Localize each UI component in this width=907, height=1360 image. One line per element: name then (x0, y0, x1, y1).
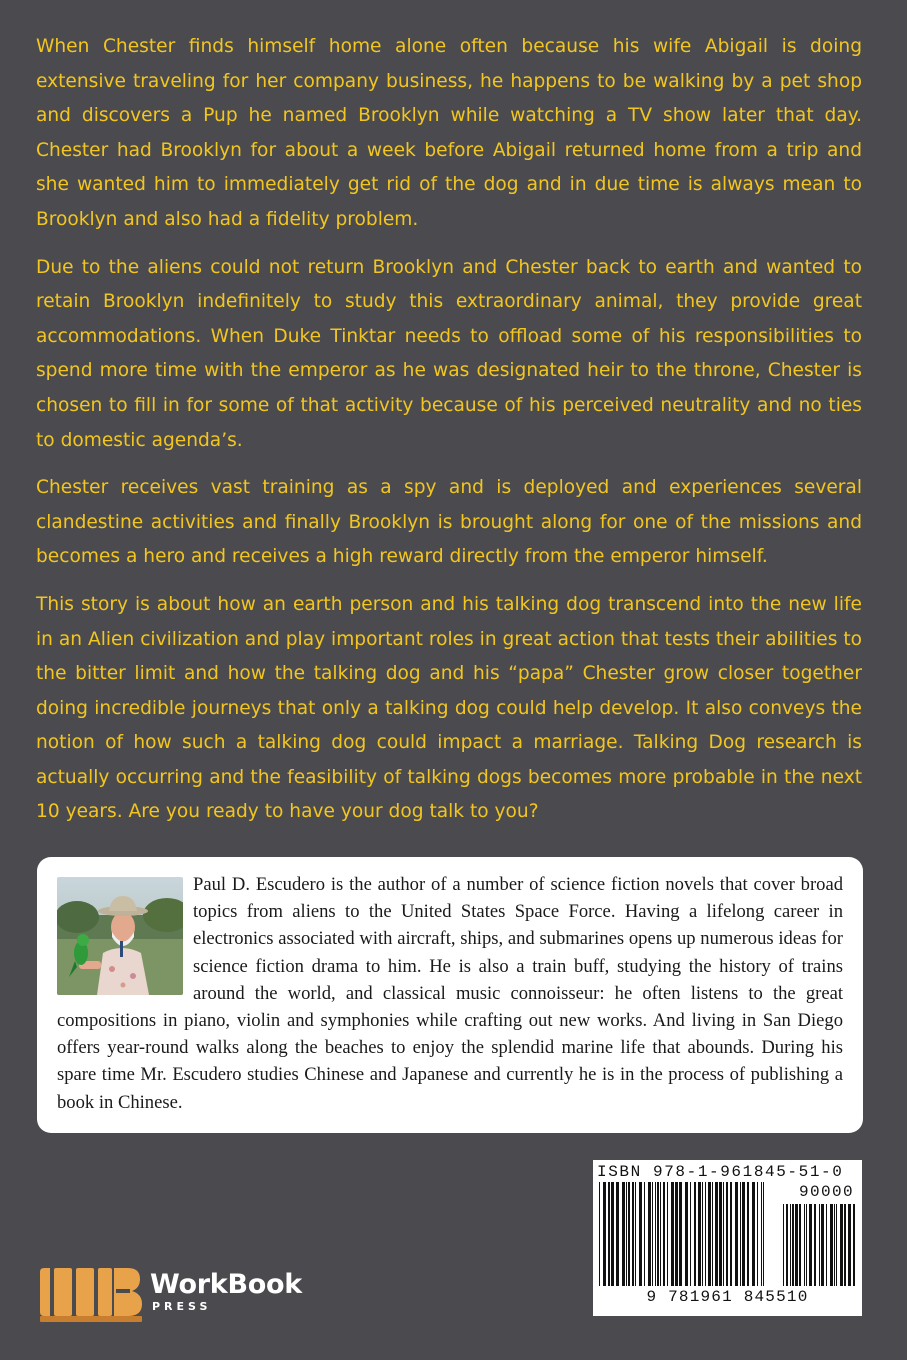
back-cover-blurb (36, 30, 862, 843)
price-barcode-bar (826, 1204, 827, 1286)
barcode-bar (679, 1182, 682, 1286)
price-barcode-bar (806, 1204, 807, 1286)
isbn-barcode (593, 1160, 862, 1316)
barcode-bar (698, 1182, 701, 1286)
price-barcode-bar (848, 1204, 851, 1286)
barcode-bar (763, 1182, 764, 1286)
barcode-bar (685, 1182, 688, 1286)
barcode-bar (663, 1182, 665, 1286)
price-barcode-bar (844, 1204, 846, 1286)
barcode-bar (599, 1182, 600, 1286)
price-barcode-bar (834, 1204, 835, 1286)
author-photo-image (57, 877, 183, 995)
barcode-bar (757, 1182, 758, 1286)
price-barcode-bar (792, 1204, 794, 1286)
barcode-bar (608, 1182, 610, 1286)
price-barcode-bar (790, 1204, 791, 1286)
barcode-bar (702, 1182, 703, 1286)
barcode-bar (740, 1182, 741, 1286)
barcode-bar (603, 1182, 606, 1286)
author-bio-text: Paul D. Escudero is the author of a number of science fiction novels that cover broad topics from aliens to the United States Space Force. Having a lifelong career in electronics associated with aircraft, ships, and submarines opens up numerous ideas for science fiction drama to him. He is also a train buff, studying the history of trains around the world, and classical music connoisseur: he often listens to the great compositions in piano, violin and symphonies while crafting out new works. And living in San Diego offers year-round walks along the beaches to enjoy the splendid marine life that abounds. During his spare time Mr. Escudero studies Chinese and Japanese and currently he is in the process of publishing a book in Chinese. (57, 874, 843, 1113)
barcode-bar (723, 1182, 724, 1286)
barcode-bar (655, 1182, 656, 1286)
barcode-bar (735, 1182, 738, 1286)
barcode-bar (639, 1182, 642, 1286)
price-barcode-bar (809, 1204, 812, 1286)
barcode-bar (644, 1182, 645, 1286)
blurb-paragraph-4: This story is about how an earth person and his talking dog transcend into the new life in an Alien civilization and play important roles in great action that tests their abilities to the bitter limit and how the talking dog and his “papa” Chester grow closer together doing incredible journeys that only a talking dog could help develop. It also conveys the notion of how such a talking dog could impact a marriage. Talking Dog research is actually occurring and the feasibility of talking dogs becomes more probable in the next 10 years. Are you ready to have your dog talk to you? (36, 593, 862, 823)
barcode-bar (616, 1182, 619, 1286)
price-code: 90000 (798, 1183, 854, 1201)
barcode-bar (730, 1182, 732, 1286)
barcode-bar (632, 1182, 634, 1286)
price-barcode-bar (821, 1204, 824, 1286)
publisher-subtitle: PRESS (152, 1300, 212, 1313)
barcode-bar (719, 1182, 722, 1286)
barcode-bar (657, 1182, 659, 1286)
price-barcode-bar (786, 1204, 788, 1286)
price-barcode-bar (840, 1204, 843, 1286)
barcode-bar (742, 1182, 745, 1286)
barcode-bar (675, 1182, 678, 1286)
author-photo (57, 877, 183, 995)
barcode-bar (635, 1182, 636, 1286)
barcode-bar (628, 1182, 630, 1286)
barcode-bar (648, 1182, 651, 1286)
barcode-bar (752, 1182, 755, 1286)
price-barcode-bar (799, 1204, 801, 1286)
price-barcode-bar (795, 1204, 798, 1286)
blurb-paragraph-1: When Chester finds himself home alone often because his wife Abigail is doing extensive traveling for her company business, he happens to be walking by a pet shop and discovers a Pup he named Brooklyn while watching a TV show later that day. Chester had Brooklyn for about a week before Abigail returned home from a trip and she wanted him to immediately get rid of the dog and in due time is always mean to Brooklyn and also had a fidelity problem. (36, 36, 862, 230)
price-barcode-bar (819, 1204, 820, 1286)
barcode-bar (715, 1182, 718, 1286)
barcode-bar (611, 1182, 614, 1286)
publisher-logo (36, 1266, 336, 1324)
blurb-paragraph-3: Chester receives vast training as a spy and is deployed and experiences several clandestine activities and finally Brooklyn is brought along for one of the missions and becomes a hero and receives a high reward directly from the emperor himself. (36, 477, 862, 568)
barcode-bar (690, 1182, 691, 1286)
barcode-bar (726, 1182, 728, 1286)
isbn-label: ISBN 978-1-961845-51-0 (597, 1163, 844, 1181)
author-bio-box (37, 857, 863, 1133)
barcode-bar (705, 1182, 706, 1286)
barcode-bar (622, 1182, 625, 1286)
barcode-bar (694, 1182, 696, 1286)
barcode-bar (652, 1182, 653, 1286)
price-barcode-bar (836, 1204, 837, 1286)
barcode-bar (712, 1182, 713, 1286)
barcode-bar (660, 1182, 661, 1286)
publisher-name: WorkBook (150, 1269, 302, 1300)
barcode-bar (626, 1182, 627, 1286)
barcode-bar (747, 1182, 749, 1286)
barcode-bar (667, 1182, 668, 1286)
barcode-digits: 9 781961 845510 (646, 1288, 809, 1306)
barcode-bar (708, 1182, 711, 1286)
price-barcode-bar (814, 1204, 816, 1286)
workbook-logo-icon (36, 1266, 146, 1324)
barcode-bar (761, 1182, 762, 1286)
barcode-bar (671, 1182, 674, 1286)
blurb-paragraph-2: Due to the aliens could not return Brooklyn and Chester back to earth and wanted to retain Brooklyn indefinitely to study this extraordinary animal, they provide great accommodations. When Duke Tinktar needs to offload some of his responsibilities to spend more time with the emperor as he was designated heir to the throne, Chester is chosen to fill in for some of that activity because of his perceived neutrality and no ties to domestic agenda’s. (36, 256, 862, 451)
price-barcode-bar (783, 1204, 784, 1286)
price-barcode-bar (804, 1204, 805, 1286)
price-barcode-bar (853, 1204, 855, 1286)
price-barcode-bar (830, 1204, 833, 1286)
